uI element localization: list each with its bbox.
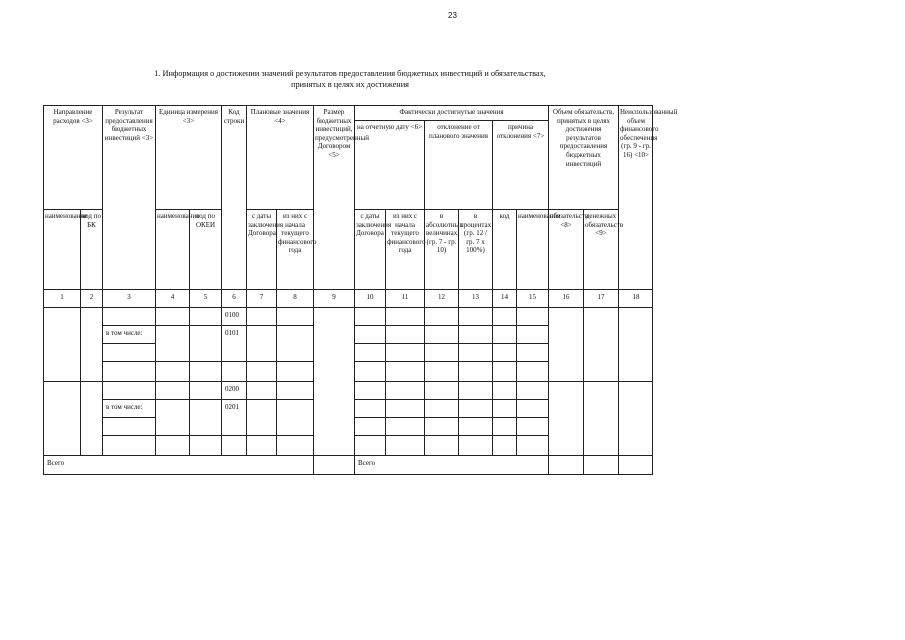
table-cell bbox=[385, 399, 424, 417]
table-cell bbox=[189, 307, 221, 325]
column-number: 1 bbox=[43, 289, 80, 307]
table-cell bbox=[189, 435, 221, 455]
table-cell bbox=[80, 307, 102, 381]
table-cell bbox=[385, 361, 424, 381]
table-cell bbox=[548, 381, 583, 455]
table-cell bbox=[221, 361, 246, 381]
table-cell bbox=[458, 417, 492, 435]
table-cell bbox=[516, 399, 548, 417]
table-cell bbox=[424, 417, 458, 435]
table-cell bbox=[155, 381, 189, 399]
header-planned: Плановые значения <4> bbox=[246, 105, 313, 209]
table-cell bbox=[276, 361, 313, 381]
column-number: 2 bbox=[80, 289, 102, 307]
header-sub-abs: в абсолютных величинах (гр. 7 - гр. 10) bbox=[424, 209, 458, 289]
table-cell bbox=[583, 455, 618, 475]
table-cell bbox=[492, 381, 516, 399]
including-label: в том числе: bbox=[102, 325, 155, 343]
column-number: 10 bbox=[354, 289, 385, 307]
header-volume: Объем обязательств, принятых в целях достижения результатов предоставления бюджетных инвестиций bbox=[548, 105, 618, 209]
column-number: 11 bbox=[385, 289, 424, 307]
table-cell bbox=[618, 307, 653, 381]
total-label-right: Всего bbox=[354, 455, 548, 475]
table-cell bbox=[276, 399, 313, 435]
header-sub-year-start-actual: из них с начала текущего финансового года bbox=[385, 209, 424, 289]
table-cell bbox=[313, 307, 354, 455]
table-cell bbox=[43, 307, 80, 381]
table-cell bbox=[276, 325, 313, 361]
table-cell bbox=[80, 381, 102, 455]
table-cell bbox=[155, 361, 189, 381]
header-actual: Фактически достигнутые значения bbox=[354, 105, 548, 120]
table-cell bbox=[424, 435, 458, 455]
column-number: 4 bbox=[155, 289, 189, 307]
table-cell bbox=[618, 381, 653, 455]
page-number: 23 bbox=[448, 11, 457, 20]
column-number: 7 bbox=[246, 289, 276, 307]
table-cell bbox=[516, 435, 548, 455]
line-code-cell: 0100 bbox=[221, 307, 246, 325]
header-sub-unit-name: наименование bbox=[155, 209, 189, 289]
table-cell bbox=[276, 435, 313, 455]
table-cell bbox=[246, 325, 276, 361]
header-result: Результат предоставления бюджетных инвестиций <3> bbox=[102, 105, 155, 289]
table-cell bbox=[246, 361, 276, 381]
table-cell bbox=[516, 361, 548, 381]
header-unused: Неиспользованный объем финансового обеспечения (гр. 9 - гр. 16) <10> bbox=[618, 105, 653, 289]
table-title-line-2: принятых в целях их достижения bbox=[291, 79, 409, 89]
table-cell bbox=[385, 417, 424, 435]
header-sub-reason-name: наименование bbox=[516, 209, 548, 289]
header-sub-monetary: денежных обязательств <9> bbox=[583, 209, 618, 289]
table-cell bbox=[424, 399, 458, 417]
line-code-cell: 0101 bbox=[221, 325, 246, 361]
table-cell bbox=[189, 381, 221, 399]
table-cell bbox=[492, 307, 516, 325]
table-cell bbox=[385, 343, 424, 361]
column-number: 17 bbox=[583, 289, 618, 307]
table-cell bbox=[354, 325, 385, 343]
table-cell bbox=[354, 361, 385, 381]
table-cell bbox=[516, 307, 548, 325]
table-cell bbox=[492, 399, 516, 417]
header-sub-contract-date: с даты заключения Договора bbox=[246, 209, 276, 289]
table-cell bbox=[354, 307, 385, 325]
table-cell bbox=[458, 381, 492, 399]
table-cell bbox=[155, 435, 189, 455]
column-number: 16 bbox=[548, 289, 583, 307]
table-cell bbox=[385, 435, 424, 455]
table-cell bbox=[458, 343, 492, 361]
table-cell bbox=[246, 435, 276, 455]
table-cell bbox=[458, 361, 492, 381]
table-cell bbox=[492, 361, 516, 381]
header-unit: Единица измерения <3> bbox=[155, 105, 221, 209]
header-sub-code-bk: код по БК bbox=[80, 209, 102, 289]
header-line-code: Код строки bbox=[221, 105, 246, 289]
table-title bbox=[90, 69, 610, 90]
table-cell bbox=[492, 343, 516, 361]
table-cell bbox=[492, 435, 516, 455]
column-number: 13 bbox=[458, 289, 492, 307]
header-sub-year-start: из них с начала текущего финансового года bbox=[276, 209, 313, 289]
column-number: 14 bbox=[492, 289, 516, 307]
table-cell bbox=[189, 325, 221, 361]
table-cell bbox=[548, 455, 583, 475]
table-cell bbox=[458, 435, 492, 455]
column-number: 3 bbox=[102, 289, 155, 307]
table-cell bbox=[313, 455, 354, 475]
table-cell bbox=[385, 307, 424, 325]
column-number: 5 bbox=[189, 289, 221, 307]
table-cell bbox=[516, 325, 548, 343]
table-cell bbox=[246, 307, 276, 325]
table-cell bbox=[354, 435, 385, 455]
table-cell bbox=[102, 361, 155, 381]
table-cell bbox=[102, 307, 155, 325]
column-number: 6 bbox=[221, 289, 246, 307]
column-number: 18 bbox=[618, 289, 653, 307]
table-cell bbox=[246, 381, 276, 399]
table-cell bbox=[276, 381, 313, 399]
line-code-cell: 0200 bbox=[221, 381, 246, 399]
header-sub-contract-date-actual: с даты заключения Договора bbox=[354, 209, 385, 289]
header-reason: причина отклонения <7> bbox=[492, 120, 548, 209]
table-cell bbox=[155, 399, 189, 435]
table-cell bbox=[516, 343, 548, 361]
header-sub-obligations: обязательств <8> bbox=[548, 209, 583, 289]
column-number: 9 bbox=[313, 289, 354, 307]
table-cell bbox=[43, 381, 80, 455]
table-cell bbox=[492, 417, 516, 435]
table-cell bbox=[458, 399, 492, 417]
table-cell bbox=[354, 343, 385, 361]
including-label: в том числе: bbox=[102, 399, 155, 417]
table-cell bbox=[354, 417, 385, 435]
table-cell bbox=[424, 381, 458, 399]
table-cell bbox=[102, 381, 155, 399]
table-cell bbox=[385, 325, 424, 343]
table-cell bbox=[189, 399, 221, 435]
header-sub-name: наименование bbox=[43, 209, 80, 289]
table-cell bbox=[424, 307, 458, 325]
table-cell bbox=[155, 325, 189, 361]
table-cell bbox=[583, 381, 618, 455]
table-cell bbox=[246, 399, 276, 435]
header-sub-reason-code: код bbox=[492, 209, 516, 289]
header-sub-pct: в процентах (гр. 12 / гр. 7 x 100%) bbox=[458, 209, 492, 289]
table-cell bbox=[516, 417, 548, 435]
header-size: Размер бюджетных инвестиций, предусмотренный Договором <5> bbox=[313, 105, 354, 289]
line-code-cell: 0201 bbox=[221, 399, 246, 435]
table-cell bbox=[276, 307, 313, 325]
table-cell bbox=[354, 399, 385, 417]
results-table bbox=[43, 105, 678, 475]
table-cell bbox=[492, 325, 516, 343]
table-cell bbox=[583, 307, 618, 381]
table-cell bbox=[424, 343, 458, 361]
table-cell bbox=[102, 435, 155, 455]
header-at-date: на отчетную дату <6> bbox=[354, 120, 424, 209]
table-cell bbox=[424, 325, 458, 343]
table-cell bbox=[102, 343, 155, 361]
table-cell bbox=[189, 361, 221, 381]
table-cell bbox=[424, 361, 458, 381]
table-cell bbox=[354, 381, 385, 399]
table-cell bbox=[618, 455, 653, 475]
column-number: 8 bbox=[276, 289, 313, 307]
table-cell bbox=[221, 435, 246, 455]
table-cell bbox=[516, 381, 548, 399]
header-sub-okei: код по ОКЕИ bbox=[189, 209, 221, 289]
table-cell bbox=[102, 417, 155, 435]
total-label-left: Всего bbox=[43, 455, 313, 475]
table-cell bbox=[548, 307, 583, 381]
header-deviation: отклонение от планового значения bbox=[424, 120, 492, 209]
column-number: 15 bbox=[516, 289, 548, 307]
header-direction: Направление расходов <3> bbox=[43, 105, 102, 209]
table-cell bbox=[458, 325, 492, 343]
column-number: 12 bbox=[424, 289, 458, 307]
table-cell bbox=[385, 381, 424, 399]
table-title-line-1: 1. Информация о достижении значений результатов предоставления бюджетных инвестиций и обязательствах, bbox=[154, 69, 546, 78]
table-cell bbox=[155, 307, 189, 325]
table-cell bbox=[458, 307, 492, 325]
